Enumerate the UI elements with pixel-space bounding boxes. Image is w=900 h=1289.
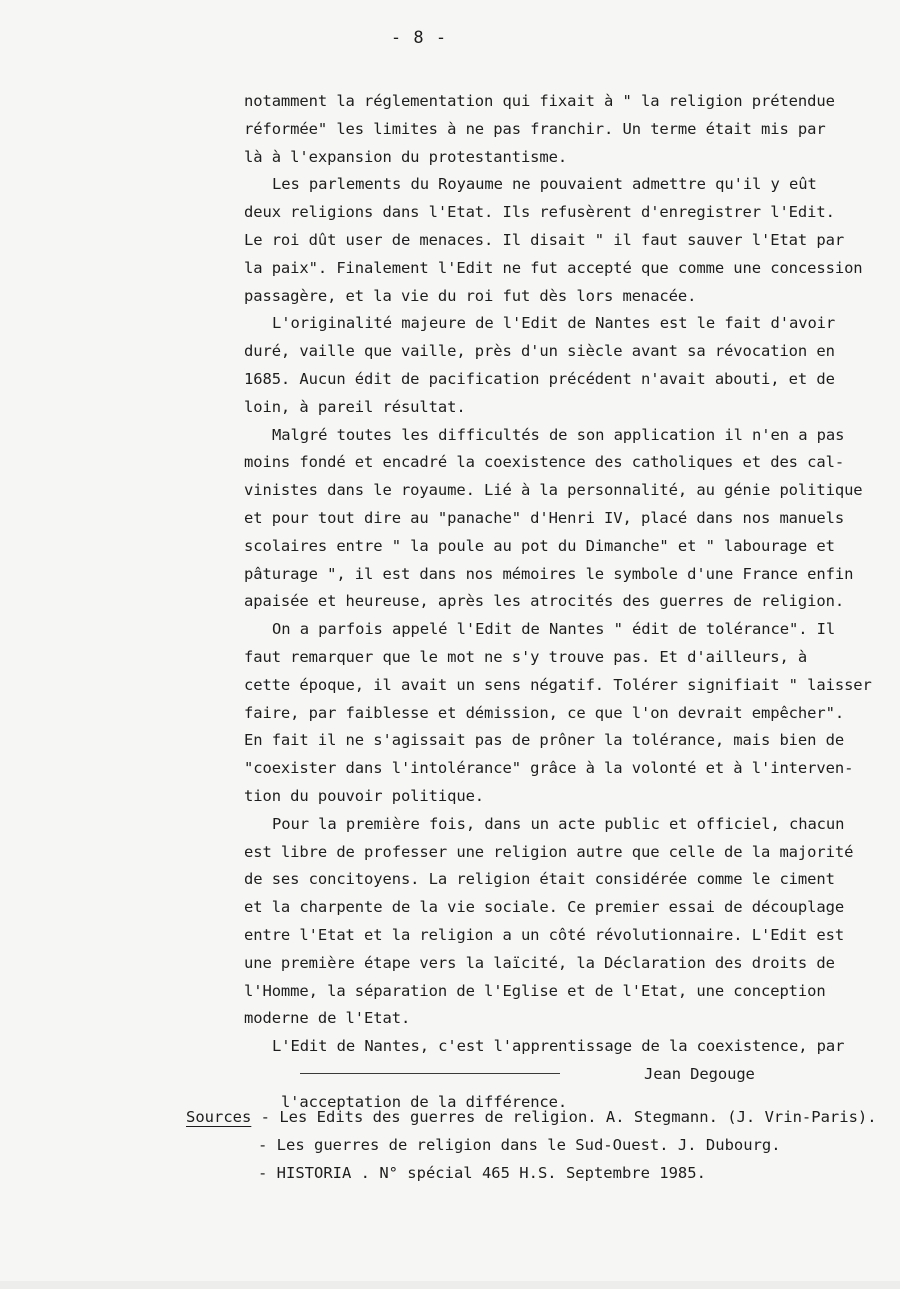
source-entry: [186, 1104, 900, 1132]
text-line: L'originalité majeure de l'Edit de Nantes est le fait d'avoir: [272, 314, 836, 333]
text-line: "coexister dans l'intolérance" grâce à la volonté et à l'interven-: [244, 759, 854, 778]
source-text: - Les Edits des guerres de religion. A. Stegmann. (J. Vrin-Paris).: [251, 1108, 877, 1126]
text-line: est libre de professer une religion autre que celle de la majorité: [244, 842, 854, 861]
text-line: Les parlements du Royaume ne pouvaient admettre qu'il y eût: [272, 175, 817, 194]
page-number: - 8 -: [390, 28, 448, 48]
text-line: entre l'Etat et la religion a un côté révolutionnaire. L'Edit est: [244, 925, 845, 944]
document-body: [244, 88, 900, 1111]
closing-rule: [300, 1073, 560, 1074]
text-line: duré, vaille que vaille, près d'un siècle avant sa révocation en: [244, 342, 835, 361]
author-signature: Jean Degouge: [644, 1064, 755, 1083]
text-line: loin, à pareil résultat.: [244, 397, 466, 416]
text-line: cette époque, il avait un sens négatif. Tolérer signifiait " laisser: [244, 675, 872, 694]
text-line: faut remarquer que le mot ne s'y trouve pas. Et d'ailleurs, à: [244, 647, 808, 666]
text-line: 1685. Aucun édit de pacification précédent n'avait abouti, et de: [244, 369, 835, 388]
text-line: scolaires entre " la poule au pot du Dimanche" et " labourage et: [244, 536, 835, 555]
text-line: et la charpente de la vie sociale. Ce premier essai de découplage: [244, 898, 845, 917]
text-line: pâturage ", il est dans nos mémoires le symbole d'une France enfin: [244, 564, 854, 583]
page-bottom-edge: [0, 1281, 900, 1289]
text-line: apaisée et heureuse, après les atrocités des guerres de religion.: [244, 592, 845, 611]
text-line: L'Edit de Nantes, c'est l'apprentissage de la coexistence, par: [272, 1037, 845, 1056]
text-line: vinistes dans le royaume. Lié à la personnalité, au génie politique: [244, 481, 863, 500]
closing-line: [244, 1061, 900, 1111]
text-line: réformée" les limites à ne pas franchir. Un terme était mis par: [244, 119, 826, 138]
text-line: l'acceptation de la différence.: [280, 1092, 568, 1111]
text-line: notamment la réglementation qui fixait à " la religion prétendue: [244, 92, 835, 110]
text-line: là à l'expansion du protestantisme.: [244, 147, 568, 166]
text-line: Pour la première fois, dans un acte public et officiel, chacun: [272, 814, 845, 833]
source-entry: - HISTORIA . N° spécial 465 H.S. Septembre 1985.: [258, 1163, 706, 1182]
text-line: passagère, et la vie du roi fut dès lors menacée.: [244, 286, 697, 305]
text-line: On a parfois appelé l'Edit de Nantes " édit de tolérance". Il: [272, 620, 836, 639]
text-line: une première étape vers la laïcité, la Déclaration des droits de: [244, 953, 835, 972]
text-line: tion du pouvoir politique.: [244, 786, 485, 805]
text-line: moderne de l'Etat.: [244, 1009, 411, 1028]
text-line: deux religions dans l'Etat. Ils refusèrent d'enregistrer l'Edit.: [244, 203, 835, 222]
text-line: moins fondé et encadré la coexistence des catholiques et des cal-: [244, 453, 845, 472]
sources-section: [186, 1104, 900, 1187]
text-line: Le roi dût user de menaces. Il disait " il faut sauver l'Etat par: [244, 230, 845, 249]
text-line: de ses concitoyens. La religion était considérée comme le ciment: [244, 870, 835, 889]
text-line: la paix". Finalement l'Edit ne fut accepté que comme une concession: [244, 258, 863, 277]
text-line: et pour tout dire au "panache" d'Henri IV, placé dans nos manuels: [244, 508, 845, 527]
text-line: En fait il ne s'agissait pas de prôner la tolérance, mais bien de: [244, 731, 845, 750]
text-line: l'Homme, la séparation de l'Eglise et de l'Etat, une conception: [244, 981, 826, 1000]
text-line: Malgré toutes les difficultés de son application il n'en a pas: [272, 425, 845, 444]
text-line: faire, par faiblesse et démission, ce que l'on devrait empêcher".: [244, 703, 845, 722]
source-entry: - Les guerres de religion dans le Sud-Ouest. J. Dubourg.: [258, 1135, 781, 1154]
sources-label: Sources: [186, 1108, 252, 1126]
